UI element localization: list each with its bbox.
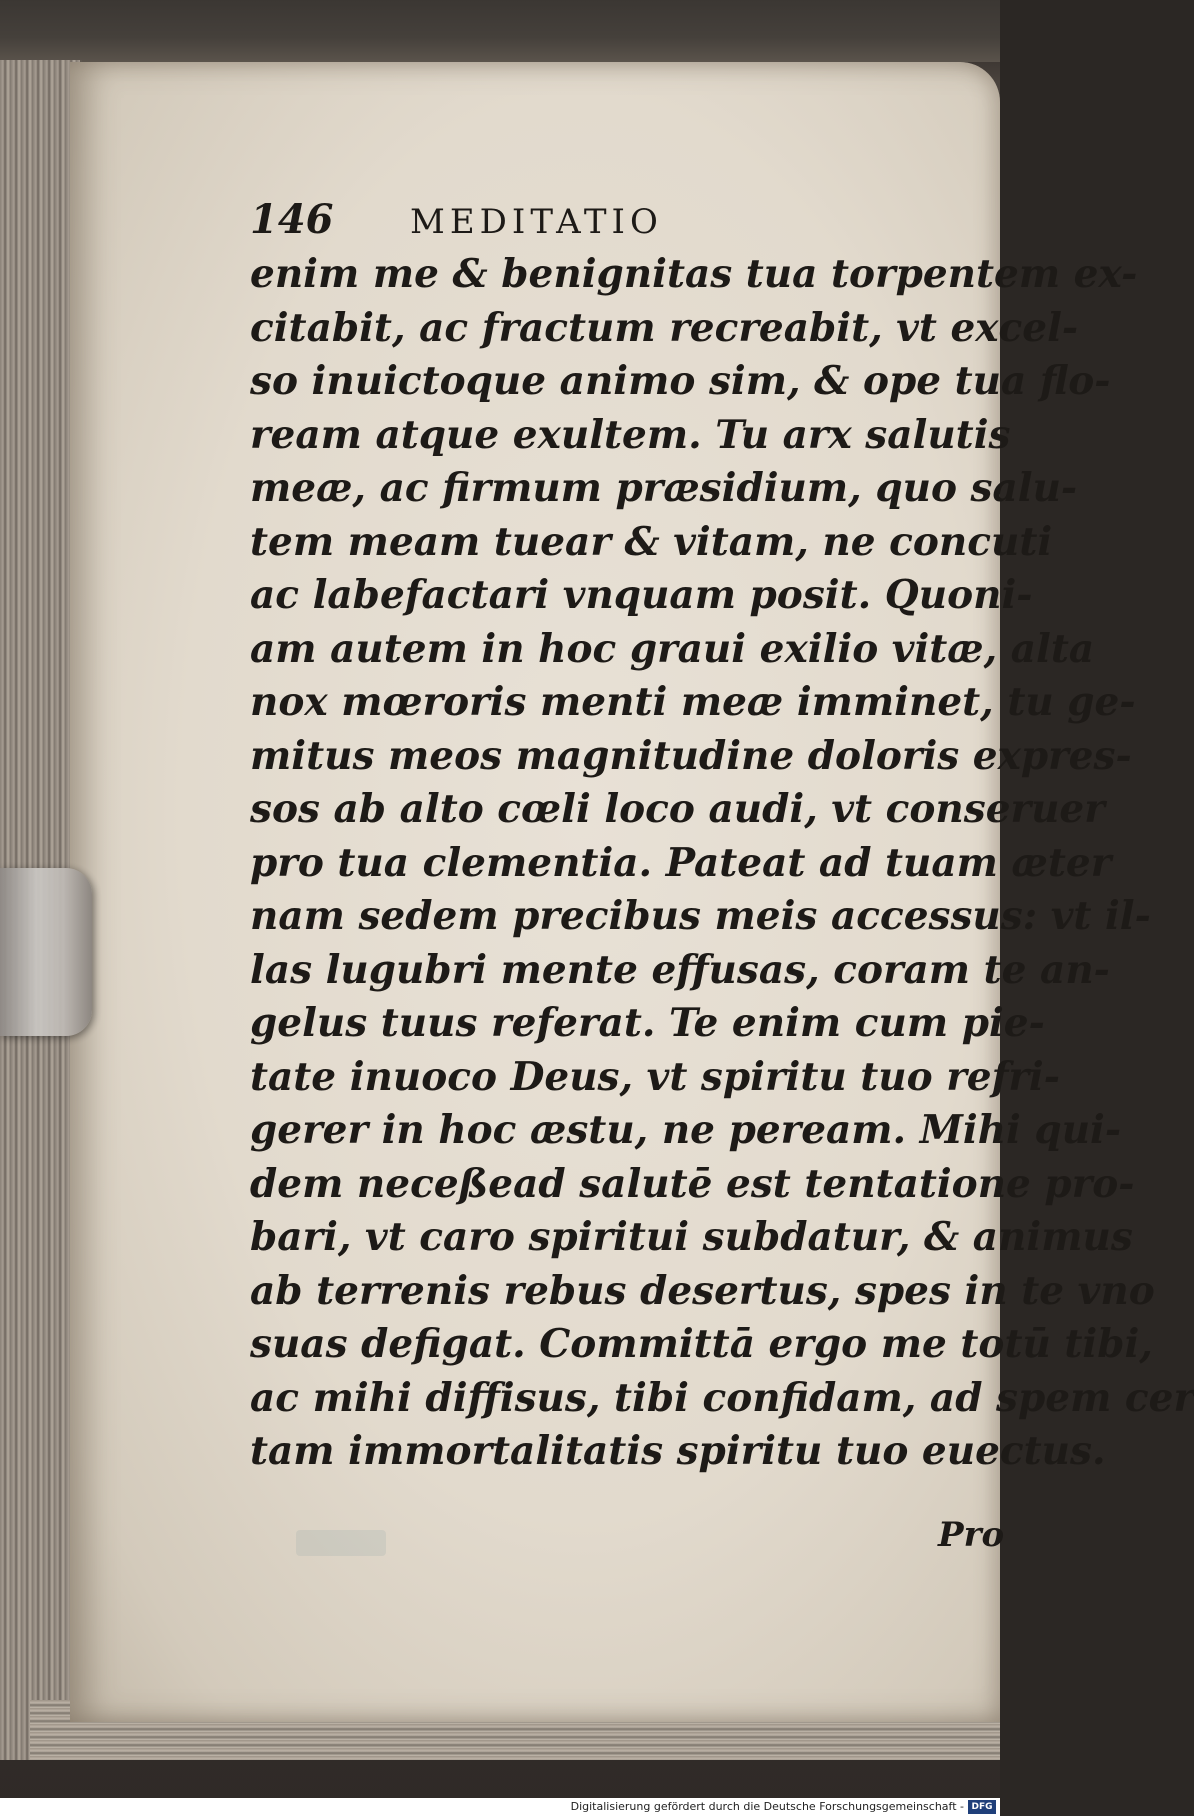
text-line: am autem in hoc graui exilio vitæ, alta — [250, 625, 1095, 672]
running-head — [250, 196, 990, 248]
text-line: ab terrenis rebus desertus, spes in te vno — [250, 1267, 1155, 1314]
catchword: Pro — [938, 1515, 1005, 1555]
text-line: citabit, ac fractum recreabit, vt excel- — [250, 304, 1079, 351]
page-number: 146 — [250, 196, 334, 243]
text-line: gerer in hoc æstu, ne peream. Mihi qui- — [250, 1107, 1122, 1153]
running-head-title: MEDITATIO — [410, 202, 663, 242]
text-line: ac mihi diffisus, tibi confidam, ad spem cer — [250, 1374, 1194, 1421]
text-line: tem meam tuear & vitam, ne concuti — [250, 518, 1053, 565]
text-line: enim me & benignitas tua torpentem ex- — [250, 251, 1138, 297]
text-line: meæ, ac firmum præsidium, quo salu- — [250, 465, 1078, 511]
text-line: pro tua clementia. Pateat ad tuam æter — [250, 839, 1112, 886]
text-line: sos ab alto cœli loco audi, vt conseruer — [250, 786, 1105, 832]
text-line: tate inuoco Deus, vt spiritu tuo refri- — [250, 1053, 1060, 1100]
text-line: gelus tuus referat. Te enim cum pie- — [250, 1000, 1045, 1046]
text-line: nam sedem precibus meis accessus: vt il- — [250, 893, 1151, 939]
text-line: suas defigat. Committā ergo me totū tibi, — [250, 1321, 1153, 1367]
offset-stamp-mark — [296, 1530, 386, 1556]
credit-bar — [0, 1798, 1000, 1816]
text-line: ream atque exultem. Tu arx salutis — [250, 411, 1011, 458]
text-line: tam immortalitatis spiritu tuo euectus. — [250, 1428, 1106, 1474]
text-line: nox mœroris menti meæ imminet, tu ge- — [250, 679, 1136, 725]
text-line: mitus meos magnitudine doloris expres- — [250, 732, 1132, 779]
text-line: dem neceßead salutē est tentatione pro- — [250, 1160, 1135, 1207]
text-block — [250, 196, 1194, 1479]
book-top-edge — [0, 0, 1000, 62]
text-line: bari, vt caro spiritui subdatur, & animus — [250, 1214, 1133, 1260]
text-line: so inuictoque animo sim, & ope tua flo- — [250, 358, 1111, 404]
text-line: las lugubri mente effusas, coram te an- — [250, 946, 1110, 993]
credit-text: Digitalisierung gefördert durch die Deutsche Forschungsgemeinschaft - — [570, 1800, 964, 1813]
page-clip — [0, 868, 92, 1036]
text-line: ac labefactari vnquam posit. Quoni- — [250, 572, 1033, 618]
dfg-logo: DFG — [968, 1800, 996, 1814]
